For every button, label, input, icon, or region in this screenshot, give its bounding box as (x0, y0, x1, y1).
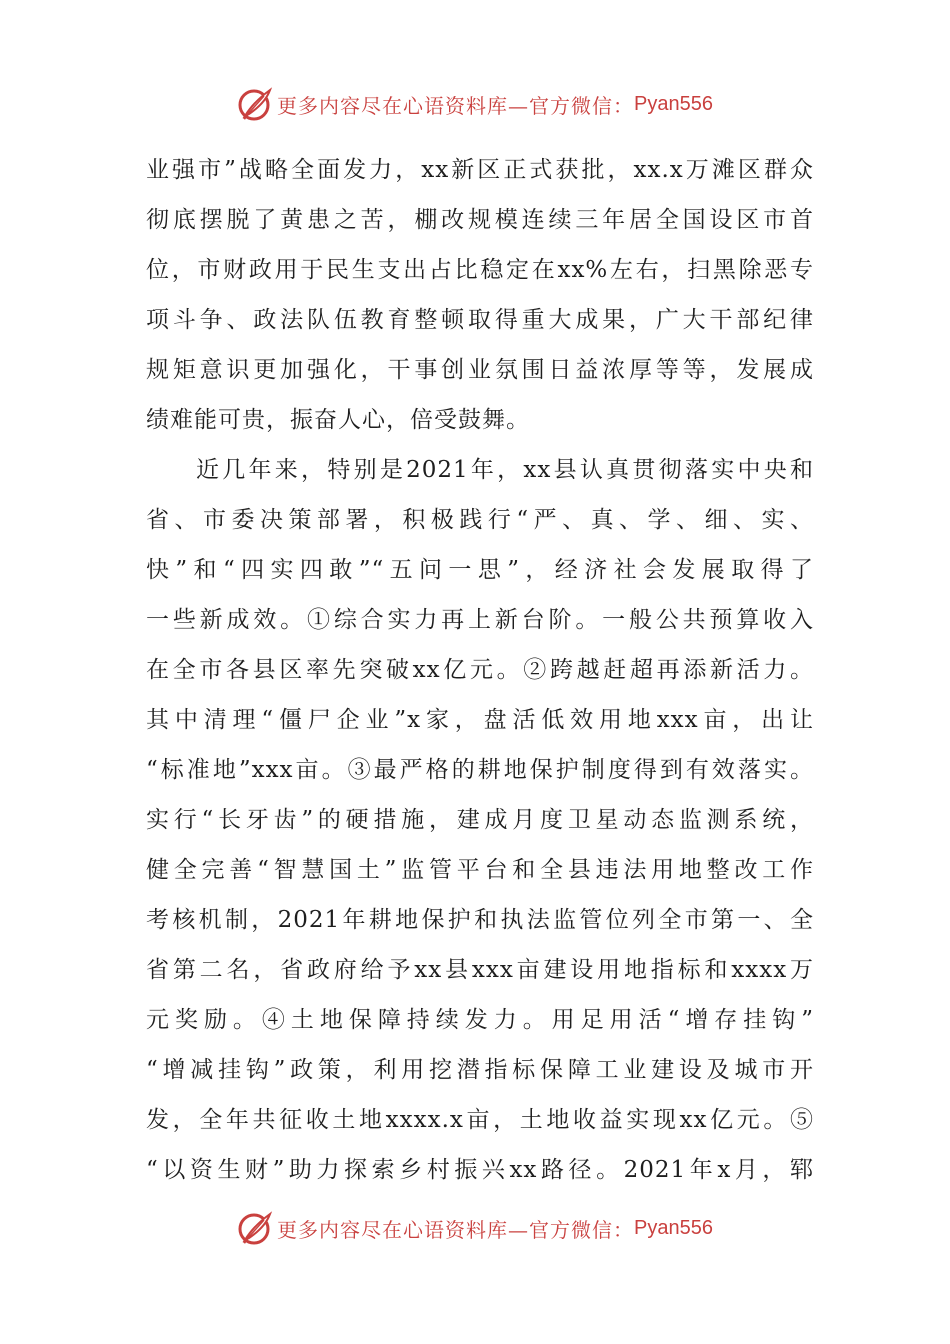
body-line: 快”和“四实四敢”“五问一思”，经济社会发展取得了 (146, 557, 814, 583)
document-body (146, 145, 814, 1195)
body-line: 元奖励。④土地保障持续发力。用足用活“增存挂钩” (146, 1007, 814, 1033)
body-line: 绩难能可贵，振奋人心，倍受鼓舞。 (146, 407, 530, 433)
body-line: 规矩意识更加强化，干事创业氛围日益浓厚等等，发展成 (146, 357, 814, 383)
header-wechat-id: Pyan556 (634, 92, 713, 115)
body-line: “以资生财”助力探索乡村振兴xx路径。2021年x月，郓 (146, 1157, 814, 1183)
body-line: 实行“长牙齿”的硬措施，建成月度卫星动态监测系统， (146, 807, 814, 833)
body-line: 省第二名，省政府给予xx县xxx亩建设用地指标和xxxx万 (146, 957, 814, 983)
body-line: 健全完善“智慧国土”监管平台和全县违法用地整改工作 (146, 857, 814, 883)
footer-banner (0, 1206, 950, 1250)
body-line: 位，市财政用于民生支出占比稳定在xx%左右，扫黑除恶专 (146, 257, 814, 283)
footer-wechat-id: Pyan556 (634, 1216, 713, 1239)
quill-logo-icon (237, 1210, 273, 1246)
body-line: 考核机制，2021年耕地保护和执法监管位列全市第一、全 (146, 907, 814, 933)
body-line: “增减挂钩”政策，利用挖潜指标保障工业建设及城市开 (146, 1057, 814, 1083)
footer-banner-text: 更多内容尽在心语资料库—官方微信： (277, 1217, 635, 1242)
body-line: 近几年来，特别是2021年，xx县认真贯彻落实中央和 (196, 457, 814, 483)
header-banner-content (237, 86, 713, 122)
body-line: 省、市委决策部署，积极践行“严、真、学、细、实、 (146, 507, 814, 533)
body-line: 彻底摆脱了黄患之苦，棚改规模连续三年居全国设区市首 (146, 207, 814, 233)
body-line: “标准地”xxx亩。③最严格的耕地保护制度得到有效落实。 (146, 757, 814, 783)
body-line: 发，全年共征收土地xxxx.x亩，土地收益实现xx亿元。⑤ (146, 1107, 814, 1133)
header-banner (0, 82, 950, 126)
body-line: 其中清理“僵尸企业”x家，盘活低效用地xxx亩，出让 (146, 707, 814, 733)
body-line: 在全市各县区率先突破xx亿元。②跨越赶超再添新活力。 (146, 657, 814, 683)
header-banner-text: 更多内容尽在心语资料库—官方微信： (277, 93, 635, 118)
body-line: 项斗争、政法队伍教育整顿取得重大成果，广大干部纪律 (146, 307, 814, 333)
footer-banner-content (237, 1210, 713, 1246)
body-line: 一些新成效。①综合实力再上新台阶。一般公共预算收入 (146, 607, 814, 633)
quill-logo-icon (237, 86, 273, 122)
body-line: 业强市”战略全面发力，xx新区正式获批，xx.x万滩区群众 (146, 157, 814, 183)
